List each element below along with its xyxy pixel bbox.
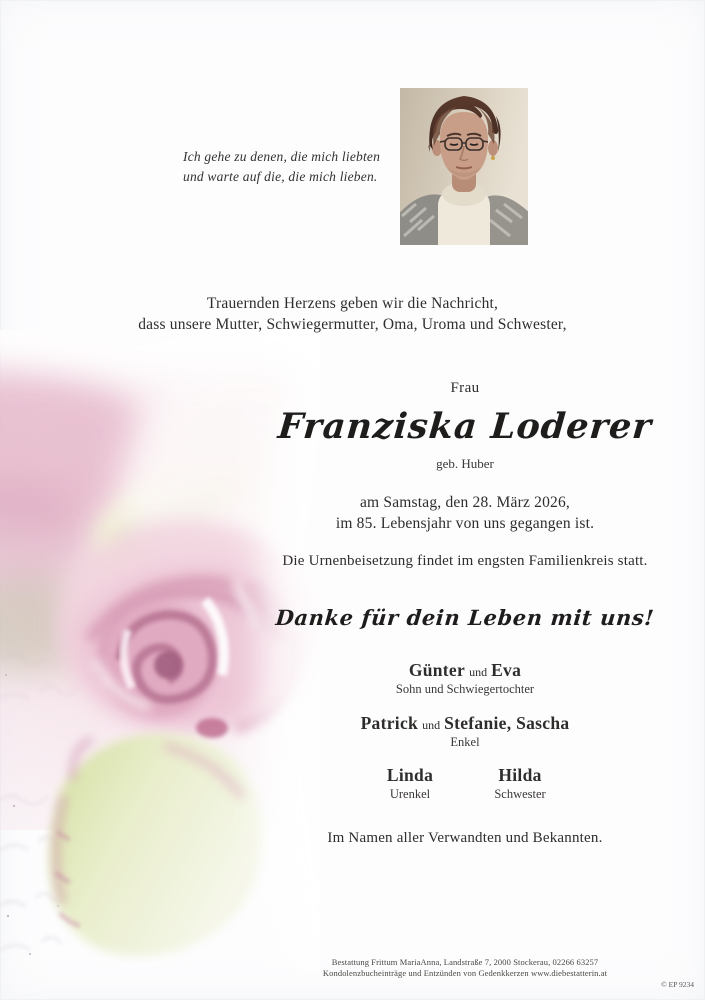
copyright-code: © EP 9234 [661, 980, 694, 989]
connector: und [422, 718, 441, 732]
mourner-name: Eva [491, 660, 522, 680]
thanks-line: Danke für dein Leben mit uns! [274, 605, 656, 630]
announcement-line-1: Trauernden Herzens geben wir die Nachricht, [206, 295, 499, 312]
mourner-name: Patrick [360, 713, 419, 733]
burial-notice: Die Urnenbeisetzung findet im engsten Familienkreis statt. [282, 553, 648, 569]
mourner-relation: Schwester [494, 787, 546, 801]
mourner-names [230, 660, 700, 681]
footer-address: Bestattung Frittum MariaAnna, Landstraße 7, 2000 Stockerau, 02266 63257 [331, 957, 599, 967]
mourner-name: Günter [408, 660, 466, 680]
mourner-relation: Urenkel [389, 787, 431, 801]
announcement [0, 293, 705, 335]
mourner-name: Hilda [498, 765, 542, 785]
death-date-block [230, 492, 700, 534]
footer-website: Kondolenzbucheinträge und Entzünden von Gedenkkerzen www.diebestatterin.at [322, 967, 608, 978]
salutation: Frau [450, 380, 480, 396]
quote-line-1: Ich gehe zu denen, die mich liebten [183, 149, 381, 164]
mourner-names [230, 713, 700, 734]
mourner-relation: Sohn und Schwiegertochter [395, 682, 535, 696]
funeral-home-footer [230, 957, 700, 978]
calyx-tip [196, 718, 228, 738]
mourner-column-sister [465, 765, 575, 802]
quote-line-2: und warte auf die, die mich lieben. [183, 169, 378, 184]
mourner-name: Stefanie, Sascha [444, 713, 570, 733]
connector: und [469, 665, 488, 679]
deceased-name: Franziska Loderer [276, 406, 654, 447]
announcement-line-2: dass unsere Mutter, Schwiegermutter, Oma, Uroma und Schwester, [138, 316, 567, 333]
maiden-name: geb. Huber [436, 456, 494, 471]
mourner-column-great-grandchild [355, 765, 465, 802]
earring [491, 156, 495, 160]
portrait-photo [400, 88, 528, 245]
mourner-group-son [230, 660, 700, 697]
closing-line: Im Namen aller Verwandten und Bekannten. [327, 830, 603, 846]
mourner-name: Linda [386, 765, 434, 785]
mourner-group-grandchildren [230, 713, 700, 750]
mourner-relation: Enkel [450, 735, 480, 749]
death-date-line-2: im 85. Lebensjahr von uns gegangen ist. [335, 515, 595, 532]
death-date-line-1: am Samstag, den 28. März 2026, [359, 494, 571, 511]
mourner-columns [230, 765, 700, 802]
